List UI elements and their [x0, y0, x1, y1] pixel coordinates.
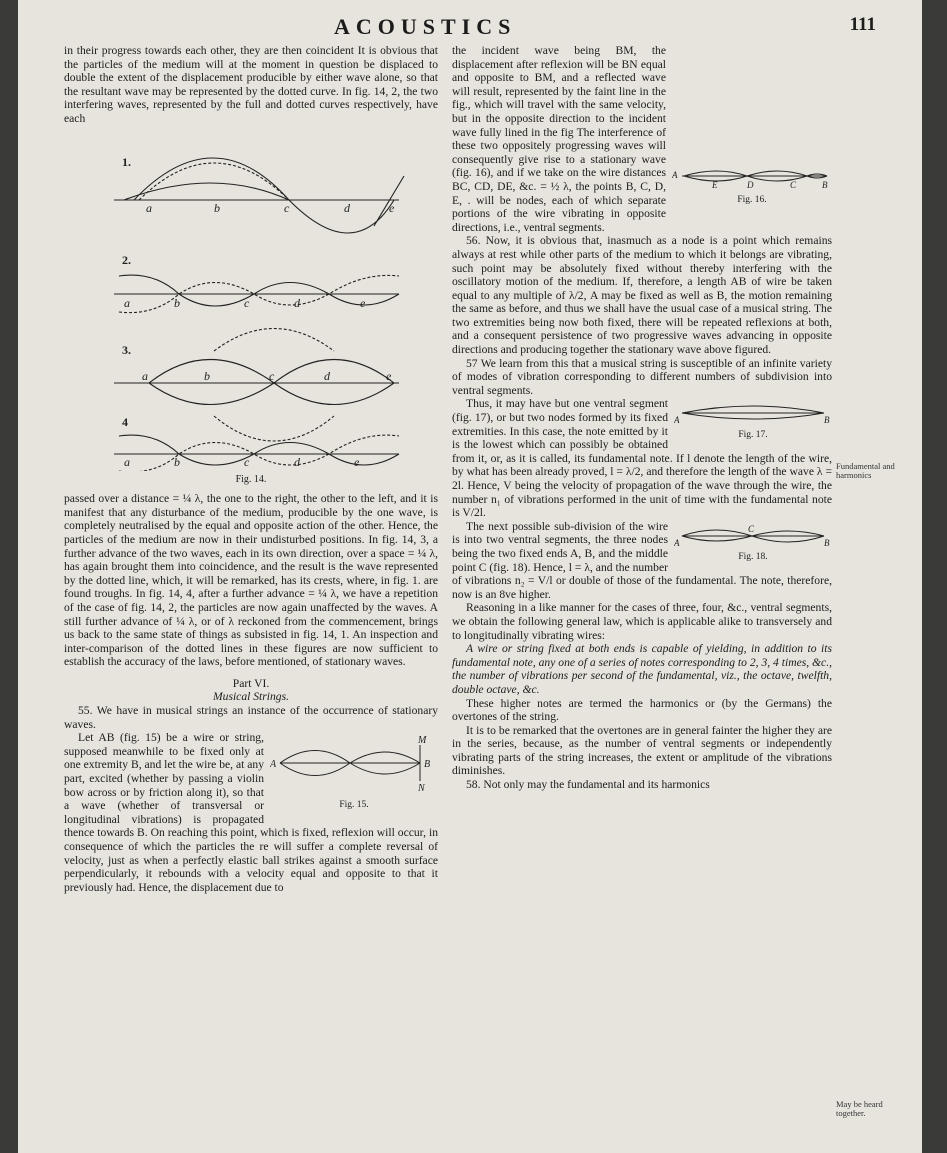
figure-caption: Fig. 17.	[738, 430, 768, 441]
margin-note: May be heard together.	[836, 1099, 883, 1118]
point-label: B	[824, 537, 830, 548]
point-label: b	[214, 200, 220, 215]
page-number: 111	[849, 14, 876, 35]
subfigure-label: 3.	[122, 342, 131, 357]
point-label: e	[389, 200, 395, 215]
wave-curve	[682, 406, 824, 413]
subfigure-label: 4	[122, 414, 128, 429]
paragraph: the incident wave being BM, the displacement after reflexion will be BN equal and opposite to BM, and a reflected wave will result, represented by the faint line in the fig., which will travel with the same velocity, but in the opposite direction to the incident wave fully lined in the fig The interference of these two oppositely progressing waves will consequently give rise to a stationary wave (fig. 16), and if we take on the wire distances BC, CD, DE, &c. = ½ λ, the points B, C, D, E, . will be nodes, each of which separate portions of the wire vibrating in opposite directions, i.e., ventral segments.	[452, 44, 666, 234]
left-column	[64, 44, 438, 894]
point-label: E	[712, 180, 718, 190]
figure-caption: Fig. 18.	[738, 552, 768, 563]
figure-caption: Fig. 16.	[737, 194, 767, 205]
paragraph: 57 We learn from this that a musical string is susceptible of an infinite variety of modes of vibration corresponding to different numbers of subdivision into ventral segments.	[452, 356, 832, 397]
point-label: a	[124, 295, 130, 310]
resultant-curve	[139, 163, 289, 200]
paragraph: It is to be remarked that the overtones are in general fainter the higher they are in the series, because, as the number of ventral segments or independently vibrating parts of the string increases, the extent or amplitude of the vibrations diminishes.	[452, 723, 832, 778]
figure-caption: Fig. 15.	[339, 799, 369, 810]
point-label: A	[270, 759, 277, 771]
point-label: d	[294, 454, 300, 469]
book-page	[18, 0, 922, 1153]
point-label: d	[294, 295, 300, 310]
resultant-curve	[214, 416, 334, 441]
octave-diagram	[674, 522, 832, 548]
interference-diagram	[64, 126, 438, 471]
part-title: Part VI.	[232, 676, 270, 690]
wave-curve	[134, 158, 394, 233]
point-label: D	[747, 180, 754, 190]
subfigure-label: 1.	[122, 154, 131, 169]
resultant-curve	[214, 328, 334, 351]
fundamental-diagram	[674, 399, 832, 425]
subfigure-label: 2.	[122, 252, 131, 267]
point-label: b	[204, 368, 210, 383]
wave-curve	[119, 275, 399, 306]
right-column	[452, 44, 832, 792]
point-label: M	[418, 735, 427, 747]
running-header: ACOUSTICS	[334, 14, 517, 39]
figure-17	[674, 399, 832, 442]
paragraph: The next possible sub-division of the wire is into two ventral segments, the three nodes being the two fixed ends A, B, and the middle point C (fig. 18). Hence, l = λ, and the number of vibrations n₂ = V/l or double of those of the fundamental. The note, therefore, now is an 8ve higher.	[452, 519, 832, 601]
point-label: b	[174, 295, 180, 310]
point-label: c	[269, 368, 275, 383]
point-label: e	[360, 295, 366, 310]
point-label: B	[424, 759, 431, 771]
paragraph: passed over a distance = ¼ λ, the one to the right, the other to the left, and it is manifest that any disturbance of the medium, producible by the one wave, is completely neutralised by the equal and opposite action of the other. Hence, the particles of the medium are now in their undisturbed positions. In fig. 14, 3, a further advance of the two waves, each in its own direction, over a space = ¼ λ, has again brought them into coincidence, and the result is the wave represented by the dotted line, which, it will be remarked, has its crests, where, in fig. 1. are found troughs. In fig. 14, 4, after a further advance = ¼ λ, we have a repetition of the case of fig. 14, 2, the particles are now again unaffected by the waves. A still further advance of ¼ λ, or of λ reckoned from the commencement, brings us back to the same state of things as subsisted in fig. 14, 1. An inspection and inter-comparison of the dotted lines in these figures are now sufficient to establish the accuracy of the laws, before mentioned, of stationary waves.	[64, 492, 438, 669]
point-label: c	[244, 295, 250, 310]
paragraph: Reasoning in a like manner for the cases of three, four, &c., ventral segments, we obtain the following general law, which is applicable alike to transversely and to longitudinally vibrating wires:	[452, 601, 832, 642]
figure-16	[672, 164, 832, 207]
paragraph: 55. We have in musical strings an instance of the occurrence of stationary waves.	[64, 704, 438, 731]
paragraph: 56. Now, it is obvious that, inasmuch as a node is a point which remains always at rest while other parts of the medium to which it belongs are vibrating, such point may be absolutely fixed without thereby interfering with the oscillatory motion of the medium. If, therefore, a length AB of wire be taken equal to any multiple of λ/2, A may be fixed as well as B, the motion remaining the same as before, and thus we shall have the usual case of a musical string. The two extremities being now both fixed, there will be repeated reflexions at both, and a consequent persistence of two progressive waves advancing in opposite directions and producing together the stationary wave above figured.	[452, 234, 832, 357]
paragraph: Thus, it may have but one ventral segment (fig. 17), or but two nodes formed by its fixed extremities. In this case, the note emitted by it is the lowest which can possibly be obtained from it, or, as it is called, its fundamental note. If l denote the length of the wire, by what has been already proved, l = λ/2, and therefore the length of the wave λ = 2l. Hence, V being the velocity of propagation of the wave through the wire, the number n₁ of vibrations performed in the unit of time with the fundamental note is V/2l.	[452, 397, 832, 520]
point-label: d	[344, 200, 350, 215]
point-label: a	[146, 200, 152, 215]
wave-curve	[682, 413, 824, 419]
point-label: A	[674, 537, 680, 548]
stationary-wave-diagram	[672, 164, 832, 190]
point-label: a	[124, 454, 130, 469]
figure-caption: Fig. 14.	[235, 473, 267, 485]
point-label: C	[748, 523, 755, 534]
paragraph: in their progress towards each other, they are then coincident It is obvious that the particles of the medium will at the moment in question be displaced to double the extent of the displacement producible by either wave alone, so that the resultant wave may be represented by the dotted curve. In fig. 14, 2, the two interfering waves, represented by the full and dotted curves respectively, have each	[64, 44, 438, 125]
point-label: d	[324, 368, 330, 383]
figure-15	[270, 733, 438, 812]
point-label: e	[386, 368, 392, 383]
point-label: N	[418, 783, 425, 795]
paragraph: Let AB (fig. 15) be a wire or string, supposed meanwhile to be fixed only at one extremity B, and let the wire be, at any part, excited (whether by passing a violin bow across or by friction along it), so that a wave (whether of transversal or longitudinal vibrations) is propagated thence towards B. On reaching this point, which is fixed, reflexion will occur, in consequence of which the particles the re will suffer a complete reversal of velocity, just as when a perfectly elastic ball strikes against a smooth surface perpendicularly, it rebounds with a velocity equal and opposite to that it previously had. Hence, the displacement due to	[64, 731, 438, 894]
figure-14	[64, 126, 438, 487]
point-label: B	[824, 415, 830, 426]
paragraph: 58. Not only may the fundamental and its harmonics	[466, 778, 710, 792]
point-label: c	[284, 200, 290, 215]
figure-18	[674, 522, 832, 565]
part-subtitle: Musical Strings.	[212, 690, 289, 704]
point-label: A	[672, 170, 678, 180]
string-reflection-diagram	[270, 733, 438, 795]
paragraph: These higher notes are termed the harmonics or (by the Germans) the overtones of the string.	[452, 696, 832, 724]
point-label: A	[674, 415, 680, 426]
point-label: b	[174, 454, 180, 469]
margin-note: Fundamental and harmonics	[836, 461, 895, 480]
point-label: C	[790, 180, 797, 190]
point-label: c	[244, 454, 250, 469]
point-label: e	[354, 454, 360, 469]
point-label: B	[822, 180, 828, 190]
point-label: a	[142, 368, 148, 383]
law-statement: A wire or string fixed at both ends is capable of yielding, in addition to its fundamental note, any one of a series of notes corresponding to 2, 3, 4 times, &c., the number of vibrations per second of the fundamental, viz., the octave, twelfth, double octave, &c.	[452, 642, 832, 696]
